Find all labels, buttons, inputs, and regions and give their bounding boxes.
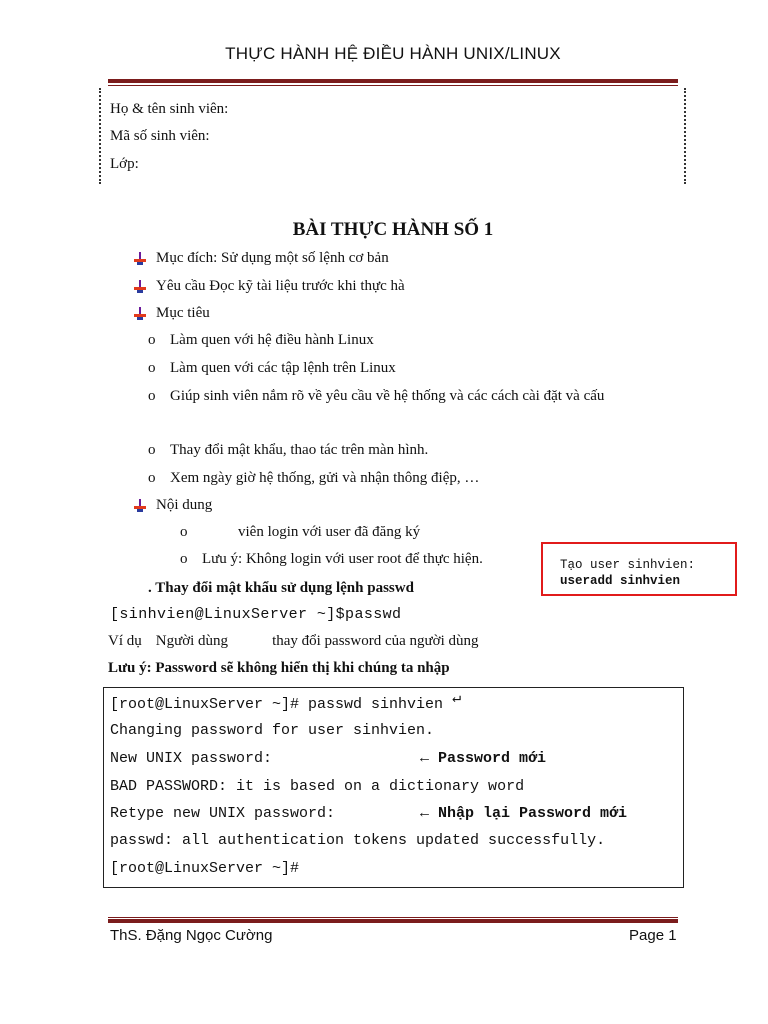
objective-text: Làm quen với hệ điều hành Linux <box>170 332 374 348</box>
objective-item <box>148 442 428 459</box>
objective-item <box>148 388 604 405</box>
pin-bullet-icon <box>132 498 148 514</box>
objective-text: Xem ngày giờ hệ thống, gửi và nhận thông điệp, … <box>170 470 480 486</box>
objective-text: Thay đổi mật khẩu, thao tác trên màn hình. <box>170 442 429 458</box>
note-line: Tạo user sinhvien: <box>560 558 696 572</box>
example-line <box>108 633 479 650</box>
student-name-label: Họ & tên sinh viên: <box>110 101 229 117</box>
list-marker: o <box>148 470 156 486</box>
objective-item <box>148 360 396 377</box>
example-text: thay đổi password của người dùng <box>272 633 479 649</box>
terminal-line: passwd: all authentication tokens updated successfully. <box>110 832 606 849</box>
new-password-annotation: ← Password mới <box>420 750 547 767</box>
objective-item <box>148 470 479 487</box>
header-rule <box>108 79 678 83</box>
requirement-item <box>132 278 405 295</box>
info-border-right <box>684 88 686 184</box>
footer-page-number: Page 1 <box>629 927 677 944</box>
content-sub-item <box>180 551 483 568</box>
list-marker: o <box>148 360 156 376</box>
list-marker: o <box>148 332 156 348</box>
passwd-command: [sinhvien@LinuxServer ~]$passwd <box>110 606 402 623</box>
note-command: useradd sinhvien <box>560 574 681 588</box>
list-marker: o <box>148 388 156 404</box>
content-item <box>132 497 212 514</box>
terminal-box <box>103 687 684 888</box>
footer-rule-thin <box>108 917 678 918</box>
page-header-title: THỰC HÀNH HỆ ĐIỀU HÀNH UNIX/LINUX <box>225 44 561 63</box>
info-border-left <box>99 88 101 184</box>
pin-bullet-icon <box>132 251 148 267</box>
terminal-line <box>110 690 462 713</box>
purpose-text: Mục đích: Sử dụng một số lệnh cơ bản <box>156 250 389 266</box>
purpose-item <box>132 250 389 267</box>
class-label: Lớp: <box>110 156 139 172</box>
terminal-line: BAD PASSWORD: it is based on a dictionary word <box>110 778 525 795</box>
objectives-label: Mục tiêu <box>156 305 210 321</box>
terminal-line: Retype new UNIX password: <box>110 805 336 822</box>
example-prefix: Ví dụ <box>108 633 142 649</box>
terminal-line-text: [root@LinuxServer ~]# passwd sinhvien <box>110 696 444 713</box>
terminal-line: [root@LinuxServer ~]# <box>110 860 300 877</box>
objective-text: Giúp sinh viên nắm rõ về yêu cầu về hệ thống và các cách cài đặt và cấu <box>170 388 605 404</box>
content-label: Nội dung <box>156 497 213 513</box>
example-user: Người dùng <box>155 633 229 649</box>
note-box <box>541 542 737 596</box>
enter-key-icon: ↵ <box>452 690 462 707</box>
content-sub-item <box>180 524 420 541</box>
footer-author: ThS. Đặng Ngọc Cường <box>110 927 273 944</box>
objective-item <box>148 332 374 349</box>
list-marker: o <box>180 524 188 540</box>
objective-text: Làm quen với các tập lệnh trên Linux <box>170 360 396 376</box>
password-note: Lưu ý: Password sẽ không hiển thị khi chúng ta nhập <box>108 660 450 676</box>
header-rule-thin <box>108 85 678 86</box>
terminal-line: New UNIX password: <box>110 750 273 767</box>
content-text: viên login với user đã đăng ký <box>238 524 421 540</box>
objectives-item <box>132 305 210 322</box>
list-marker: o <box>180 551 188 567</box>
requirement-text: Yêu cầu Đọc kỹ tài liệu trước khi thực hà <box>156 278 405 294</box>
pin-bullet-icon <box>132 306 148 322</box>
content-text: Lưu ý: Không login với user root để thực hiện. <box>202 551 483 567</box>
list-marker: o <box>148 442 156 458</box>
retype-password-annotation: ← Nhập lại Password mới <box>420 805 628 822</box>
student-id-label: Mã số sinh viên: <box>110 128 210 144</box>
terminal-line: Changing password for user sinhvien. <box>110 722 435 739</box>
pin-bullet-icon <box>132 279 148 295</box>
footer-rule <box>108 919 678 923</box>
section-heading: . Thay đổi mật khẩu sử dụng lệnh passwd <box>148 580 414 596</box>
lab-title: BÀI THỰC HÀNH SỐ 1 <box>292 219 494 240</box>
